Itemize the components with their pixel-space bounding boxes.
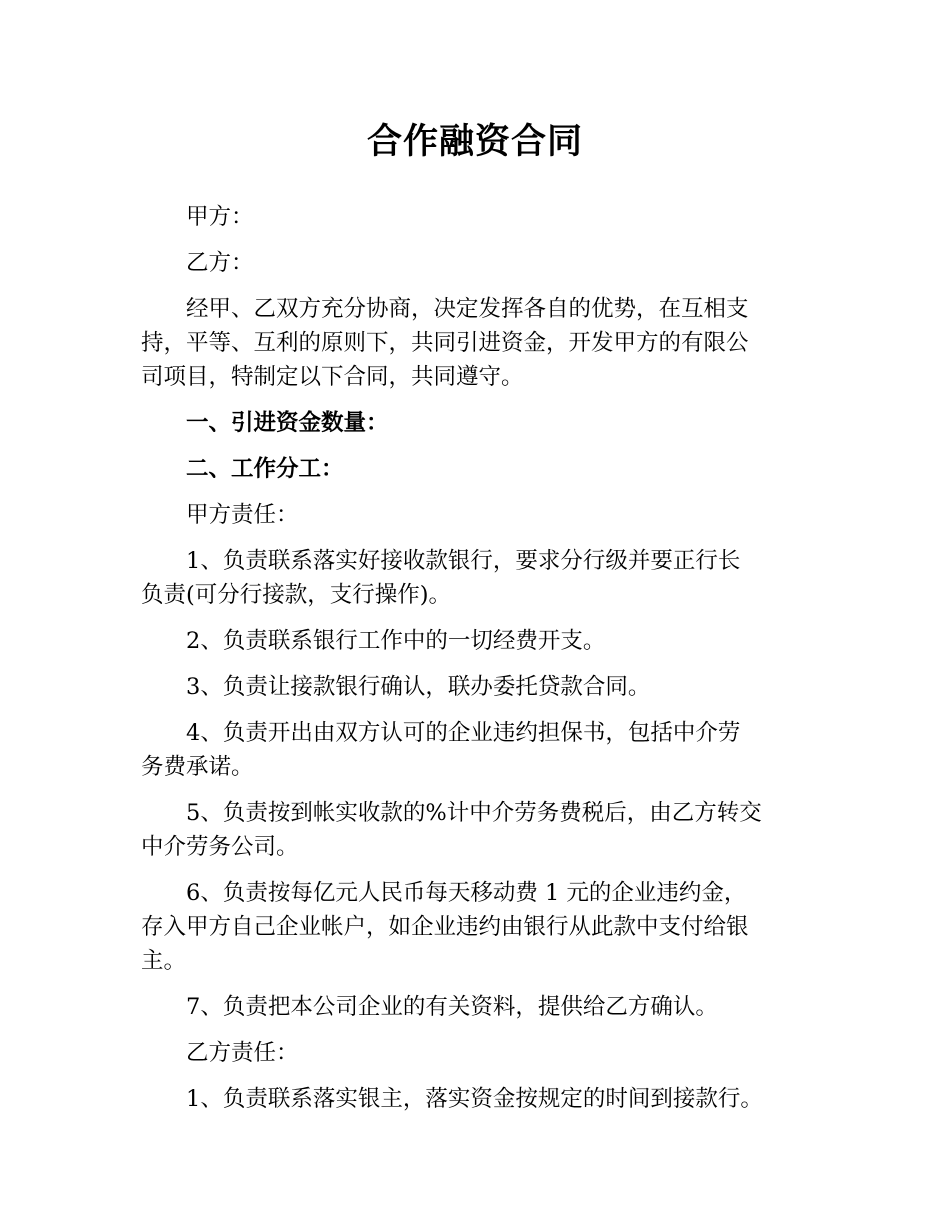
intro-paragraph: 经甲、乙双方充分协商，决定发挥各自的优势，在互相支 持，平等、互利的原则下，共同引进资金，开发甲方的有限公 司项目，特制定以下合同，共同遵守。 xyxy=(141,296,749,390)
party-a-responsibility-4: 4、负责开出由双方认可的企业违约担保书，包括中介劳 务费承诺。 xyxy=(141,720,741,780)
party-a-responsibility-6: 6、负责按每亿元人民币每天移动费 1 元的企业违约金， 存入甲方自己企业帐户，如企业违约由银行从此款中支付给银 主。 xyxy=(141,880,749,974)
document-body xyxy=(141,200,814,1128)
party-b-responsibility-1: 1、负责联系落实银主，落实资金按规定的时间到接款行。 xyxy=(186,1086,763,1112)
party-a-responsibility-2: 2、负责联系银行工作中的一切经费开支。 xyxy=(186,628,606,654)
party-a-responsibility-3: 3、负责让接款银行确认，联办委托贷款合同。 xyxy=(186,674,651,700)
party-b-responsibilities-title: 乙方责任： xyxy=(186,1040,299,1066)
section-heading-funding-amount: 一、引进资金数量： xyxy=(186,410,389,436)
party-a-responsibility-7: 7、负责把本公司企业的有关资料，提供给乙方确认。 xyxy=(186,994,718,1020)
section-heading-work-division: 二、工作分工： xyxy=(186,456,344,482)
party-a-line: 甲方： xyxy=(186,204,254,230)
document-title: 合作融资合同 xyxy=(366,122,583,162)
party-a-responsibility-1: 1、负责联系落实好接收款银行，要求分行级并要正行长 负责(可分行接款，支行操作)。 xyxy=(141,548,741,608)
party-a-responsibilities-title: 甲方责任： xyxy=(186,502,299,528)
party-b-line: 乙方： xyxy=(186,250,254,276)
party-a-responsibility-5: 5、负责按到帐实收款的%计中介劳务费税后，由乙方转交 中介劳务公司。 xyxy=(141,800,762,860)
